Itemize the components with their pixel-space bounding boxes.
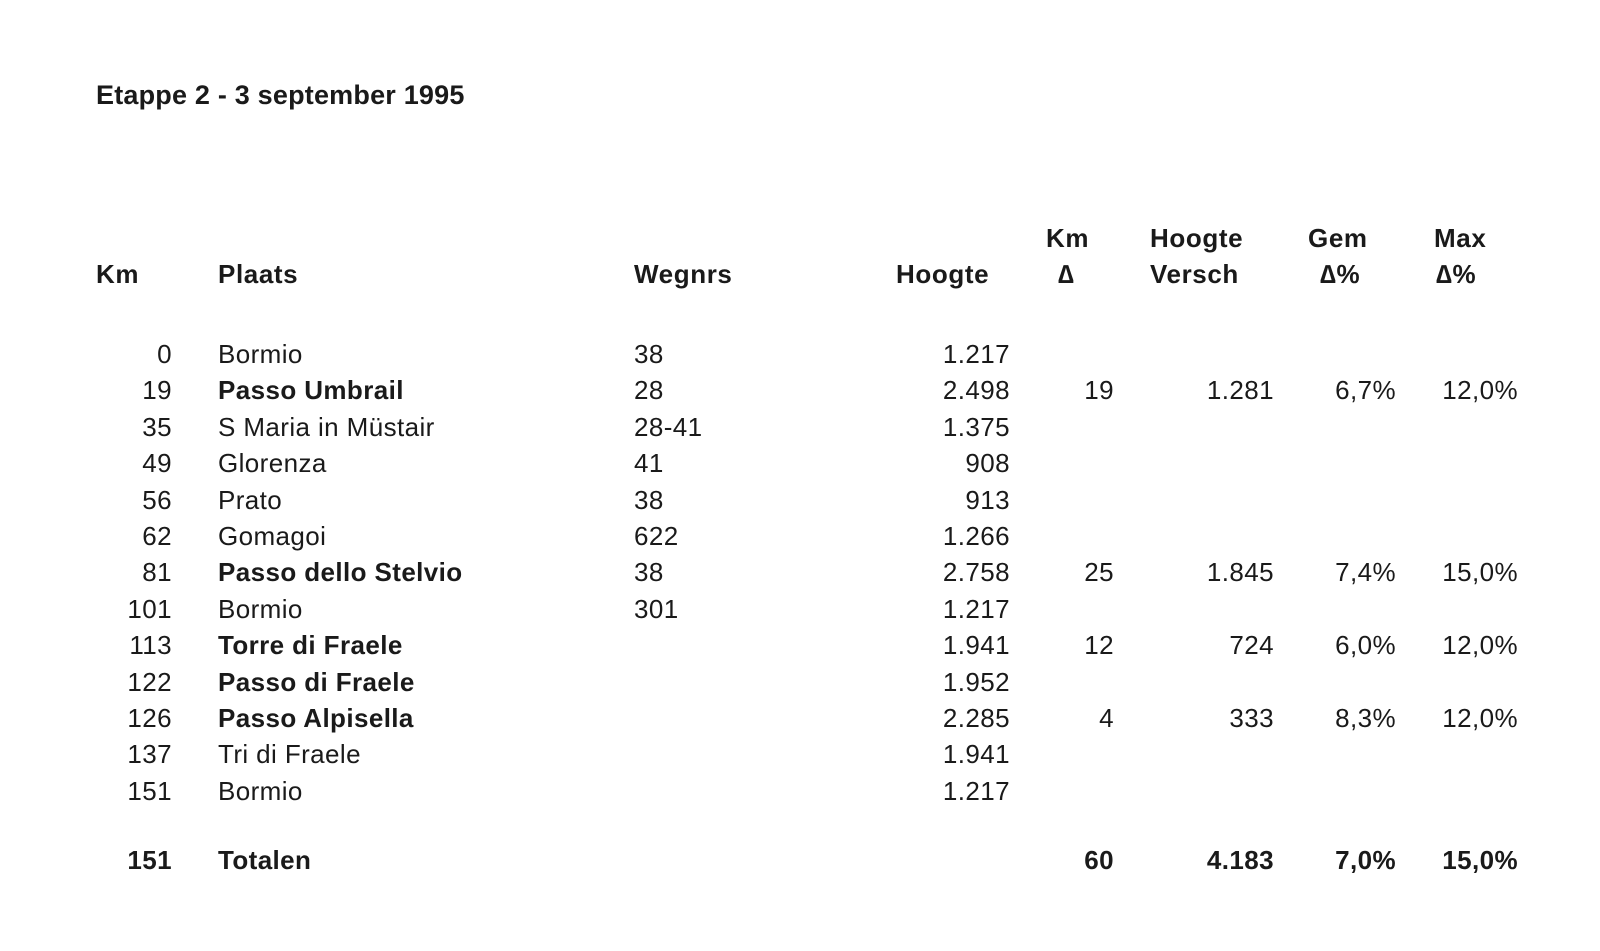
total-versch: 4.183 — [1206, 845, 1274, 875]
cell-max: 12,0% — [1442, 630, 1518, 661]
cell-plaats: Passo dello Stelvio — [218, 557, 463, 588]
cell-wegnrs: 622 — [634, 520, 679, 551]
header-max — [1434, 220, 1486, 292]
cell-hoogte: 1.941 — [942, 739, 1010, 770]
header-wegnrs-label: Wegnrs — [634, 259, 733, 289]
cell-plaats: Prato — [218, 484, 283, 515]
total-label: Totalen — [218, 845, 312, 875]
cell-gem: 8,3% — [1335, 702, 1396, 733]
cell-versch: 724 — [1229, 630, 1274, 661]
cell-hoogte: 1.217 — [942, 339, 1010, 369]
cell-plaats: Bormio — [218, 775, 303, 806]
cell-versch: 333 — [1229, 702, 1274, 733]
table-row — [0, 627, 1600, 663]
cell-wegnrs: 28 — [634, 375, 664, 406]
table-row — [0, 591, 1600, 627]
cell-hoogte: 1.375 — [942, 411, 1010, 442]
cell-max: 12,0% — [1442, 702, 1518, 733]
cell-plaats: S Maria in Müstair — [218, 411, 435, 442]
table-row — [0, 336, 1600, 372]
total-km: 151 — [127, 845, 172, 875]
cell-hoogte: 1.952 — [942, 666, 1010, 697]
header-versch-line1: Hoogte — [1150, 223, 1244, 253]
cell-max: 12,0% — [1442, 375, 1518, 406]
total-max: 15,0% — [1442, 845, 1518, 875]
cell-km: 81 — [142, 557, 172, 588]
cell-plaats: Gomagoi — [218, 520, 327, 551]
cell-wegnrs: 38 — [634, 484, 664, 515]
table-row — [0, 482, 1600, 518]
table-row — [0, 773, 1600, 809]
total-gem: 7,0% — [1335, 845, 1396, 875]
cell-wegnrs: 41 — [634, 448, 664, 479]
table-row — [0, 372, 1600, 408]
cell-km: 122 — [127, 666, 172, 697]
header-gem-line1: Gem — [1308, 223, 1368, 253]
cell-hoogte: 2.758 — [942, 557, 1010, 588]
cell-km-delta: 12 — [1084, 630, 1114, 661]
cell-plaats: Passo Alpisella — [218, 702, 414, 733]
cell-plaats: Torre di Fraele — [218, 630, 403, 661]
cell-plaats: Glorenza — [218, 448, 327, 479]
cell-km-delta: 19 — [1084, 375, 1114, 406]
cell-km: 56 — [142, 484, 172, 515]
header-gem-line2: ∆% — [1320, 259, 1361, 289]
totals-row — [0, 842, 1600, 878]
cell-km: 49 — [142, 448, 172, 479]
cell-km: 62 — [142, 520, 172, 551]
header-km-delta-line1: Km — [1046, 223, 1090, 253]
cell-hoogte: 908 — [965, 448, 1010, 479]
cell-versch: 1.281 — [1206, 375, 1274, 406]
table-row — [0, 664, 1600, 700]
header-versch-line2: Versch — [1150, 259, 1239, 289]
header-km-delta — [1046, 220, 1089, 292]
header-km — [60, 256, 180, 292]
cell-km: 126 — [127, 702, 172, 733]
cell-hoogte: 1.266 — [942, 520, 1010, 551]
route-table — [0, 336, 1600, 809]
header-km-label: Km — [96, 259, 140, 289]
table-row — [0, 700, 1600, 736]
page-title: Etappe 2 - 3 september 1995 — [96, 80, 465, 110]
cell-km-delta: 4 — [1099, 702, 1114, 733]
table-row — [0, 409, 1600, 445]
cell-hoogte: 2.498 — [942, 375, 1010, 406]
table-row — [0, 554, 1600, 590]
table-row — [0, 518, 1600, 554]
cell-hoogte: 913 — [965, 484, 1010, 515]
cell-km: 0 — [157, 339, 172, 369]
header-plaats — [218, 256, 298, 292]
cell-versch: 1.845 — [1206, 557, 1274, 588]
cell-hoogte: 2.285 — [942, 702, 1010, 733]
cell-km: 137 — [127, 739, 172, 770]
header-gem — [1308, 220, 1368, 292]
cell-km: 101 — [127, 593, 172, 624]
cell-km: 151 — [127, 775, 172, 806]
header-hoogte-label: Hoogte — [896, 259, 990, 289]
cell-wegnrs: 28-41 — [634, 411, 703, 442]
cell-wegnrs: 301 — [634, 593, 679, 624]
header-hoogte-versch — [1150, 220, 1243, 292]
cell-wegnrs: 38 — [634, 339, 664, 369]
cell-hoogte: 1.217 — [942, 775, 1010, 806]
cell-km: 113 — [129, 630, 172, 661]
cell-gem: 6,0% — [1335, 630, 1396, 661]
cell-plaats: Passo Umbrail — [218, 375, 404, 406]
cell-plaats: Passo di Fraele — [218, 666, 415, 697]
cell-hoogte: 1.217 — [942, 593, 1010, 624]
cell-gem: 6,7% — [1335, 375, 1396, 406]
cell-km: 35 — [142, 411, 172, 442]
cell-plaats: Bormio — [218, 339, 303, 369]
header-plaats-label: Plaats — [218, 259, 299, 289]
header-km-delta-line2: ∆ — [1058, 259, 1075, 289]
cell-km-delta: 25 — [1084, 557, 1114, 588]
cell-wegnrs: 38 — [634, 557, 664, 588]
header-hoogte — [896, 256, 989, 292]
total-km-delta: 60 — [1084, 845, 1114, 875]
header-max-line2: ∆% — [1436, 259, 1477, 289]
cell-max: 15,0% — [1442, 557, 1518, 588]
table-row — [0, 445, 1600, 481]
cell-plaats: Bormio — [218, 593, 303, 624]
cell-plaats: Tri di Fraele — [218, 739, 361, 770]
header-max-line1: Max — [1434, 223, 1487, 253]
cell-hoogte: 1.941 — [942, 630, 1010, 661]
header-wegnrs — [634, 256, 732, 292]
table-row — [0, 736, 1600, 772]
cell-km: 19 — [142, 375, 172, 406]
cell-gem: 7,4% — [1335, 557, 1396, 588]
